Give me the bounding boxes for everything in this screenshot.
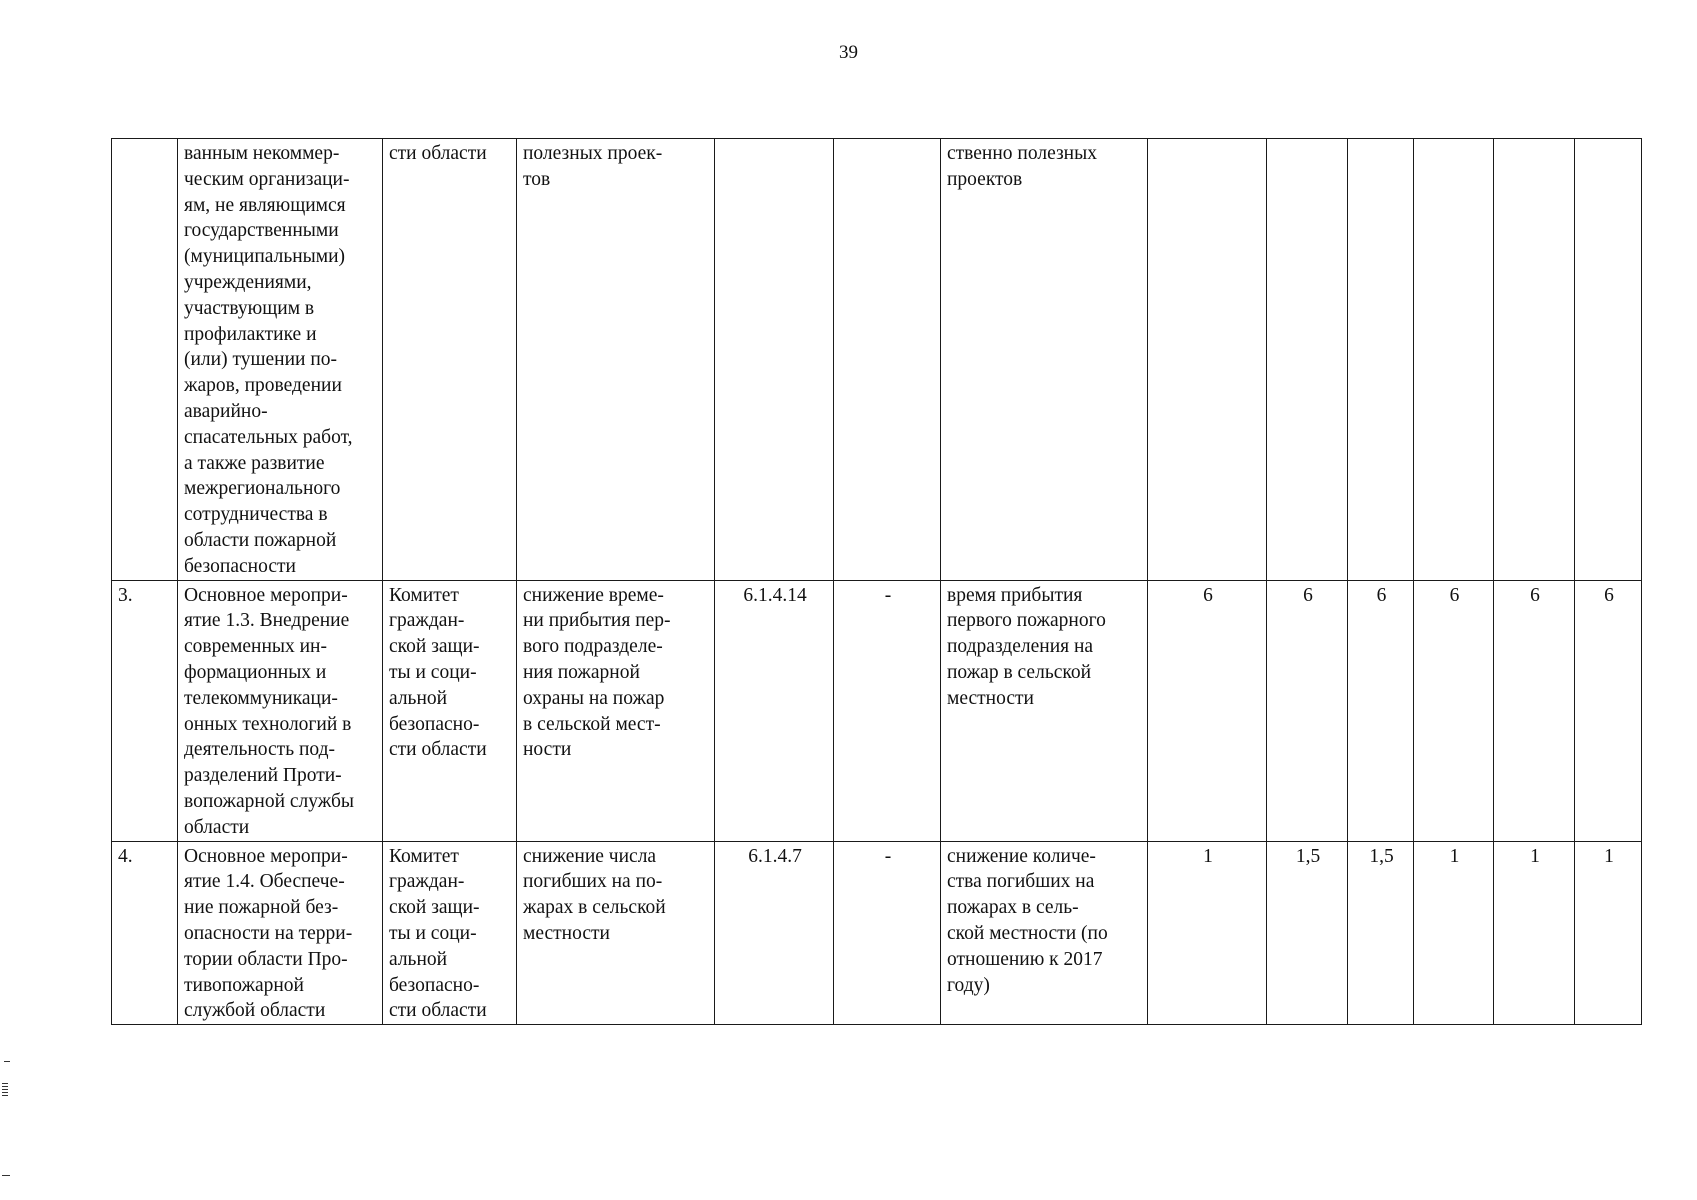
scan-mark [2, 1083, 8, 1098]
executor: Комитет граждан- ской защи- ты и соци- альной безопасно- сти области [383, 580, 517, 841]
expected-result: полезных проек- тов [517, 139, 715, 581]
value-cell [1575, 139, 1642, 581]
value-cell: 6 [1575, 580, 1642, 841]
value-cell: 6 [1348, 580, 1414, 841]
value-cell: 6 [1494, 580, 1575, 841]
measures-table [111, 138, 1642, 1025]
indicator-name: ственно полезных проектов [941, 139, 1148, 581]
scan-mark [2, 1175, 10, 1176]
measure-name: ванным некоммер- ческим организаци- ям, не являющимся государственными (муниципальными) учреждениями, участвующим в профилактике и (или) тушении по- жаров, проведении аварийно- спасательных работ, а также развитие межрегионального сотрудничества в области пожарной безопасности [178, 139, 383, 581]
table-row [112, 841, 1642, 1025]
indicator-dash: - [834, 841, 941, 1025]
value-cell: 6 [1267, 580, 1348, 841]
value-cell [1348, 139, 1414, 581]
page-number: 39 [839, 42, 858, 63]
value-cell [1414, 139, 1494, 581]
indicator-name: снижение количе- ства погибших на пожарах в сель- ской местности (по отношению к 2017 году) [941, 841, 1148, 1025]
expected-result: снижение време- ни прибытия пер- вого подразделе- ния пожарной охраны на пожар в сельской мест- ности [517, 580, 715, 841]
table-row [112, 580, 1642, 841]
value-cell: 1 [1148, 841, 1267, 1025]
measure-name: Основное меропри- ятие 1.3. Внедрение современных ин- формационных и телекоммуникаци- онных технологий в деятельность под- разделений Проти- вопожарной службы области [178, 580, 383, 841]
value-cell: 6 [1414, 580, 1494, 841]
scan-mark [4, 1061, 10, 1062]
value-cell: 6 [1148, 580, 1267, 841]
value-cell [1267, 139, 1348, 581]
value-cell: 1 [1575, 841, 1642, 1025]
value-cell: 1 [1414, 841, 1494, 1025]
indicator-code: 6.1.4.7 [715, 841, 834, 1025]
value-cell: 1 [1494, 841, 1575, 1025]
row-number: 4. [112, 841, 178, 1025]
executor: Комитет граждан- ской защи- ты и соци- альной безопасно- сти области [383, 841, 517, 1025]
indicator-name: время прибытия первого пожарного подразделения на пожар в сельской местности [941, 580, 1148, 841]
measure-name: Основное меропри- ятие 1.4. Обеспече- ние пожарной без- опасности на терри- тории области Про- тивопожарной службой области [178, 841, 383, 1025]
indicator-dash [834, 139, 941, 581]
value-cell [1494, 139, 1575, 581]
row-number [112, 139, 178, 581]
value-cell [1148, 139, 1267, 581]
indicator-dash: - [834, 580, 941, 841]
indicator-code [715, 139, 834, 581]
table-row [112, 139, 1642, 581]
row-number: 3. [112, 580, 178, 841]
indicator-code: 6.1.4.14 [715, 580, 834, 841]
expected-result: снижение числа погибших на по- жарах в сельской местности [517, 841, 715, 1025]
value-cell: 1,5 [1348, 841, 1414, 1025]
value-cell: 1,5 [1267, 841, 1348, 1025]
executor: сти области [383, 139, 517, 581]
